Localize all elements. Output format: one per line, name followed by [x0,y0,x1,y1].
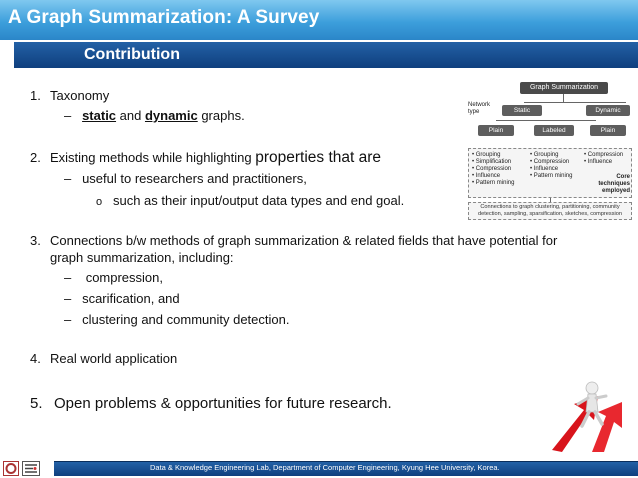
logo-mark-icon [4,462,18,475]
labeled-box: Labeled [534,125,574,136]
connector-line [524,102,626,103]
connections-note: Connections to graph clustering, partitioning, community detection, sampling, sparsification, sketches, compression [468,202,632,220]
dynamic-box: Dynamic [586,105,630,116]
dash: – [64,291,72,306]
point-1-text: Taxonomy [50,88,110,103]
point-1 [30,88,109,103]
point-2b-text: such as their input/output data types and end goal. [112,193,405,208]
point-4-number: 4. [30,351,41,366]
connector-line [563,94,564,102]
lab-mark-icon [23,462,39,475]
technique-item: • Pattern mining [472,180,515,186]
slide-title: A Graph Summarization: A Survey [8,7,320,28]
point-3-number: 3. [30,233,41,248]
runner-arrows-image [548,370,632,454]
static-plain-techniques [472,152,514,187]
point-5-text: Open problems & opportunities for future research. [54,395,392,412]
figure-head [586,382,598,394]
dynamic-word: dynamic [144,108,198,123]
point-5 [30,395,392,412]
connector-line [496,120,596,121]
point-1-number: 1. [30,88,41,103]
network-type-label: Network type [468,102,491,115]
static-box: Static [502,105,542,116]
plain-box-2: Plain [590,125,626,136]
point-3a [64,270,163,285]
dash: – [64,270,72,285]
dash: – [64,108,72,123]
graphs-word: graphs. [197,108,245,123]
technique-item: • Simplification [472,159,512,165]
lab-logo [22,461,40,476]
taxonomy-diagram [466,80,634,220]
dash: – [64,171,72,186]
point-2-number: 2. [30,150,41,165]
point-3 [30,233,557,248]
plain-box-1: Plain [478,125,514,136]
dash: – [64,312,72,327]
point-2-text-a: Existing methods while highlighting [50,150,256,165]
technique-item: • Influence [472,173,501,179]
technique-item: • Compression [584,152,624,158]
circle-bullet: o [96,196,103,208]
point-3a-text: compression, [82,270,163,285]
point-4 [30,351,177,366]
footer-text: Data & Knowledge Engineering Lab, Department of Computer Engineering, Kyung Hee University, Korea. [150,463,500,472]
technique-item: • Grouping [472,152,501,158]
diagram-header: Graph Summarization [520,82,608,94]
static-word: static [82,108,117,123]
dynamic-plain-techniques [584,152,623,166]
point-4-text: Real world application [50,351,178,366]
and-word: and [116,108,145,123]
point-3-line-2: graph summarization, including: [50,250,234,265]
point-3c [64,312,289,327]
point-5-number: 5. [30,395,43,412]
technique-item: • Influence [530,166,559,172]
university-logo [3,461,19,476]
point-3-line-1: Connections b/w methods of graph summarization & related fields that have potential for [50,233,558,248]
point-2a-text: useful to researchers and practitioners, [82,171,307,186]
technique-item: • Compression [472,166,512,172]
technique-item: • Compression [530,159,570,165]
technique-item: • Pattern mining [530,173,573,179]
point-2b [96,193,404,208]
point-2 [30,149,381,167]
point-3b [64,291,180,306]
point-2a [64,171,307,186]
slide-subtitle: Contribution [84,46,180,63]
technique-item: • Grouping [530,152,559,158]
core-techniques-label: Core techniques employed [598,174,630,194]
technique-item: • Influence [584,159,613,165]
point-3b-text: scarification, and [82,291,180,306]
point-1a [64,108,245,123]
static-labeled-techniques [530,152,572,180]
point-2-text-b: properties that are [255,149,382,166]
point-3c-text: clustering and community detection. [82,312,290,327]
